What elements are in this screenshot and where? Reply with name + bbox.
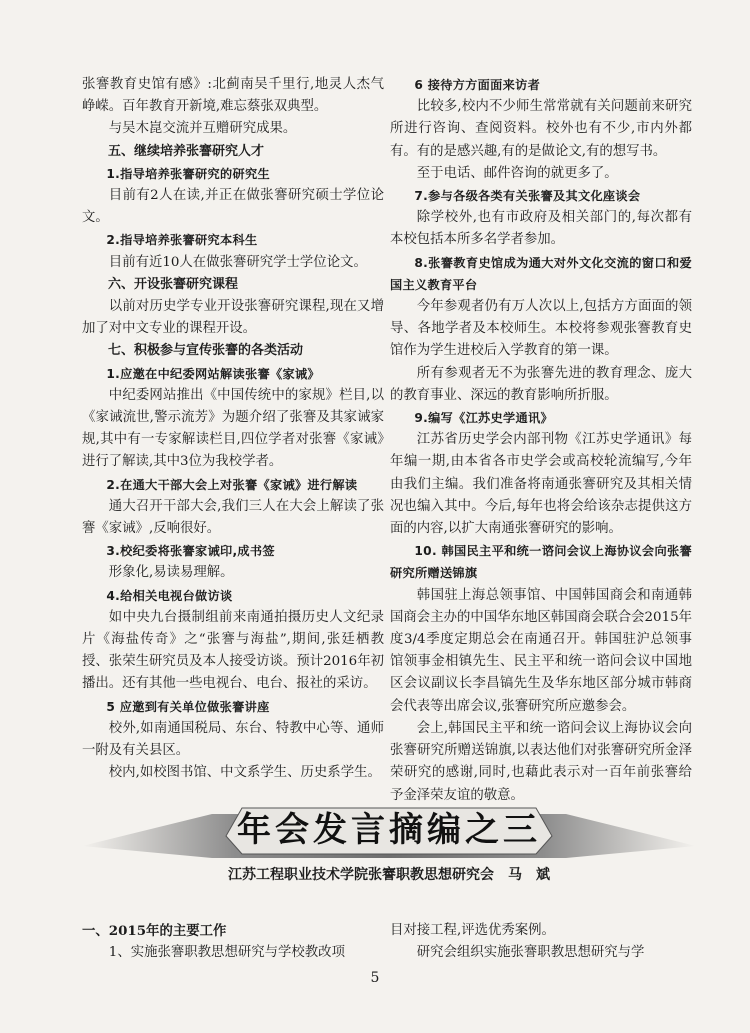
page-number: 5 (370, 970, 380, 986)
paragraph: 比较多,校内不少师生常常就有关问题前来研究所进行咨询、查阅资料。校外也有不少,市内外都有。有的是感兴趣,有的是做论文,有的想写书。 (390, 99, 692, 159)
paragraph: 张謇教育史馆有感》:北蓟南吴千里行,地灵人杰气峥嵘。百年教育开新境,难忘蔡张双典型。 (82, 77, 384, 115)
paragraph: 形象化,易读易理解。 (108, 565, 234, 581)
author-byline: 江苏工程职业技术学院张謇职教思想研究会 马 斌 (228, 867, 550, 883)
paragraph: 今年参观者仍有万人次以上,包括方方面面的领导、各地学者及本校师生。本校将参观张謇教育史馆作为学生进校后入学教育的第一课。 (390, 299, 692, 359)
section-heading: 一、2015年的主要工作 (82, 923, 227, 939)
subsection-heading: 5 应邀到有关单位做张謇讲座 (106, 699, 270, 714)
paragraph: 目前有2人在读,并正在做张謇研究硕士学位论文。 (82, 188, 384, 226)
subsection-heading: 7.参与各级各类有关张謇及其文化座谈会 (414, 189, 641, 204)
bottom-left-column (82, 920, 384, 964)
paragraph: 所有参观者无不为张謇先进的教育理念、庞大的教育事业、深远的教育影响所折服。 (390, 365, 692, 403)
section-banner (82, 794, 696, 864)
paragraph: 与吴木崑交流并互赠研究成果。 (108, 121, 297, 137)
paragraph: 韩国驻上海总领事馆、中国韩国商会和南通韩国商会主办的中国华东地区韩国商会联合会2015年度3/4季度定期总会在南通召开。韩国驻沪总领事馆领事金相镇先生、民主平和统一谘问会议中国地区会议副议长李昌镐先生及华东地区部分城市韩商会代表等出席会议,张謇研究所应邀参会。 (390, 587, 692, 714)
paragraph: 中纪委网站推出《中国传统中的家规》栏目,以《家诫流世,警示流芳》为题介绍了张謇及其家诫家规,其中有一专家解读栏目,四位学者对张謇《家诫》进行了解读,其中3位为我校学者。 (82, 387, 384, 470)
paragraph: 通大召开干部大会,我们三人在大会上解读了张謇《家诫》,反响很好。 (82, 498, 384, 537)
subsection-heading: 3.校纪委将张謇家诫印,成书签 (106, 544, 275, 559)
banner-title: 年会发言摘编之三 (237, 810, 541, 850)
subsection-heading: 8.张謇教育史馆成为通大对外文化交流的窗口和爱国主义教育平台 (390, 255, 692, 292)
paragraph: 会上,韩国民主平和统一谘问会议上海协议会向张謇研究所赠送锦旗,以表达他们对张謇研究所金泽荣研究的感谢,同时,也藉此表示对一百年前张謇给予金泽荣友谊的敬意。 (390, 720, 692, 803)
paragraph: 如中央九台摄制组前来南通拍摄历史人文纪录片《海盐传奇》之“张謇与海盐”,期间,张廷栖教授、张荣生研究员及本人接受访谈。预计2016年初播出。还有其他一些电视台、电台、报社的采访。 (82, 609, 384, 692)
subsection-heading: 4.给相关电视台做访谈 (106, 588, 233, 603)
left-column (82, 74, 384, 785)
paragraph: 校外,如南通国税局、东台、特教中心等、通师一附及有关县区。 (82, 720, 384, 759)
paragraph: 目前有近10人在做张謇研究学士学位论文。 (108, 254, 367, 270)
right-column (390, 74, 692, 807)
section-heading: 七、积极参与宣传张謇的各类活动 (108, 343, 304, 359)
paragraph: 校内,如校图书馆、中文系学生、历史系学生。 (108, 765, 381, 781)
subsection-heading: 9.编写《江苏史学通讯》 (414, 411, 553, 426)
subsection-heading: 2.在通大干部大会上对张謇《家诫》进行解读 (106, 477, 358, 492)
section-heading: 五、继续培养张謇研究人才 (108, 143, 265, 159)
subsection-heading: 1.应邀在中纪委网站解读张謇《家诫》 (106, 366, 320, 381)
paragraph: 研究会组织实施张謇职教思想研究与学 (416, 945, 645, 961)
paragraph: 以前对历史学专业开设张謇研究课程,现在又增加了对中文专业的课程开设。 (82, 299, 384, 337)
paragraph: 除学校外,也有市政府及相关部门的,每次都有本校包括本所多名学者参加。 (390, 210, 692, 248)
subsection-heading: 6 接待方方面面来访者 (414, 78, 541, 92)
subsection-heading: 10. 韩国民主平和统一谘问会议上海协议会向张謇研究所赠送锦旗 (390, 544, 692, 581)
bottom-right-column (390, 920, 692, 964)
subsection-heading: 2.指导培养张謇研究本科生 (106, 233, 258, 248)
paragraph: 至于电话、邮件咨询的就更多了。 (416, 165, 618, 181)
paragraph: 目对接工程,评选优秀案例。 (390, 923, 555, 938)
subsection-heading: 1.指导培养张謇研究的研究生 (106, 166, 270, 181)
paragraph: 江苏省历史学会内部刊物《江苏史学通讯》每年编一期,由本省各市史学会或高校轮流编写,今年由我们主编。我们准备将南通张謇研究及其相关情况也编入其中。今后,每年也将会给该杂志提供这方面的内容,以扩大南通张謇研究的影响。 (390, 432, 692, 537)
paragraph: 1、实施张謇职教思想研究与学校教改项 (108, 945, 345, 961)
section-heading: 六、开设张謇研究课程 (108, 276, 239, 292)
